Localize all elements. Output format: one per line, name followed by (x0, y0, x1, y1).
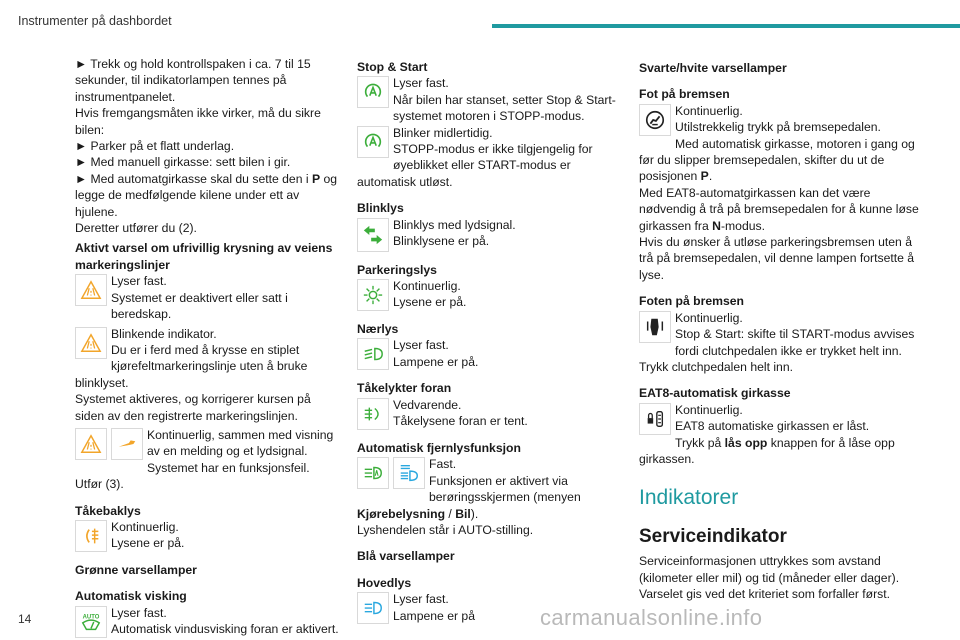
rear-fog-icon (75, 520, 107, 552)
park-entry: Kontinuerlig. Lysene er på. (357, 278, 619, 311)
lane-entry-3: Kontinuerlig, sammen med visning av en melding og et lydsignal. Systemet har en funksjonsfeil. Utfør (3). (75, 427, 334, 492)
lane-heading: Aktivt varsel om ufrivillig krysning av veiens markeringslinjer (75, 241, 333, 272)
high-beam-icon (357, 592, 389, 624)
stop-start-icon (357, 126, 389, 158)
auto-high-beam-icon (357, 457, 389, 489)
brake-heading: Fot på bremsen (639, 87, 730, 102)
lane-warning-icon (75, 327, 107, 359)
low-entry: Lyser fast. Lampene er på. (357, 337, 619, 370)
front-fog-icon (357, 398, 389, 430)
blink-entry: Blinklys med lydsignal. Blinklysene er på. (357, 217, 619, 252)
intro-line: ► Med manuell girkasse: sett bilen i gir. (75, 155, 291, 170)
lane-entry-1: Lyser fast. Systemet er deaktivert eller satt i beredskap. (75, 273, 340, 322)
clutch-entry: Kontinuerlig. Stop & Start: skifte til START-modus avvises fordi clutchpedalen ikke er trykket helt inn. Trykk clutchpedalen helt inn. (639, 310, 915, 374)
header-rule (492, 24, 960, 28)
park-heading: Parkeringslys (357, 262, 437, 277)
turn-signal-icon (357, 218, 389, 252)
ss-entry-2: Blinker midlertidig. STOPP-modus er ikke tilgjengelig for øyeblikket eller START-modus er automatisk utløst. (357, 125, 593, 189)
autohigh-heading: Automatisk fjernlysfunksjon (357, 440, 521, 455)
wrench-icon (111, 428, 143, 460)
eat8-heading: EAT8-automatisk girkasse (639, 386, 791, 401)
watermark: carmanualsonline.info (540, 605, 763, 630)
section-title: Indikatorer (639, 486, 739, 510)
ss-entry-1: Lyser fast. Når bilen har stanset, setter Stop & Start-systemet motoren i STOPP-modus. (357, 75, 619, 124)
foot-on-clutch-icon (639, 311, 671, 343)
lane-warning-icon (75, 428, 107, 460)
subsection-title: Serviceindikator (639, 526, 787, 548)
fogf-entry: Vedvarende. Tåkelysene foran er tent. (357, 397, 619, 430)
fog-rear-entry: Kontinuerlig. Lysene er på. (75, 519, 340, 552)
intro-line: Hvis fremgangsmåten ikke virker, må du sikre bilen: (75, 106, 321, 137)
autohigh-entry: Fast. Funksjonen er aktivert via berøringsskjermen (menyen Kjørebelysning / Bil). Lyshendelen står i AUTO-stilling. (357, 457, 581, 537)
column-left (75, 56, 340, 638)
bw-heading: Svarte/hvite varsellamper (639, 61, 787, 75)
wipe-entry: AUTO Lyser fast. Automatisk vindusvisking foran er aktivert. (75, 605, 340, 638)
column-middle (357, 56, 619, 624)
page-number: 14 (18, 612, 32, 626)
running-header: Instrumenter på dashbordet (18, 14, 172, 28)
service-text: Serviceinformasjonen uttrykkes som avstand (kilometer eller mil) og tid (måneder eller dager). Varselet gis ved det kriteriet som forfaller først. (639, 554, 900, 602)
intro-line: ► Med automatgirkasse skal du sette den i P og legge de medfølgende kilene under ett av hjulene. (75, 171, 338, 219)
clutch-heading: Foten på bremsen (639, 294, 744, 309)
ss-heading: Stop & Start (357, 60, 428, 74)
low-beam-icon (357, 338, 389, 370)
blink-heading: Blinklys (357, 201, 404, 216)
brake-entry: Kontinuerlig. Utilstrekkelig trykk på bremsepedalen. Med automatisk girkasse, motoren i gang og før du slipper bremsepedalen, skifter du ut de posisjonen P. Med EAT8-automatgirkassen kan det være nødvendig å trå på bremsepedalen for å kunne løse girkassen fra N-modus. Hvis du ønsker å utløse parkeringsbremsen uten å trå på bremsepedalen, vil denne lampen fortsette å lyse. (639, 103, 919, 282)
gearbox-lock-icon (639, 403, 671, 435)
svg-text:AUTO: AUTO (82, 614, 100, 621)
auto-beam-blue-icon (393, 457, 425, 489)
fogf-heading: Tåkelykter foran (357, 381, 452, 396)
eat8-entry: Kontinuerlig. EAT8 automatiske girkassen er låst. Trykk på lås opp knappen for å låse opp girkassen. (639, 402, 895, 466)
column-right (639, 56, 924, 603)
fog-rear-heading: Tåkebaklys (75, 503, 141, 518)
high-entry: Lyser fast. Lampene er på (357, 591, 619, 624)
lane-warning-icon (75, 274, 107, 306)
auto-wiper-icon (75, 606, 107, 638)
foot-on-brake-icon (639, 104, 671, 136)
lane-entry-2: Blinkende indikator. Du er i ferd med å krysse en stiplet kjørefeltmarkeringslinje uten å bruke blinklyset. Systemet aktiveres, og korrigerer kursen på siden av den registrerte markeringslinjen. (75, 326, 311, 423)
high-heading: Hovedlys (357, 575, 412, 590)
intro-line: ► Parker på et flatt underlag. (75, 139, 235, 154)
green-heading: Grønne varsellamper (75, 562, 197, 577)
intro-line: ► Trekk og hold kontrollspaken i ca. 7 til 15 sekunder, til indikatorlampen tennes på instrumentpanelet. (75, 57, 311, 104)
low-heading: Nærlys (357, 322, 399, 337)
intro-line: Deretter utfører du (2). (75, 221, 197, 236)
wipe-heading: Automatisk visking (75, 589, 187, 604)
stop-start-icon (357, 76, 389, 108)
blue-heading: Blå varsellamper (357, 549, 455, 564)
parking-light-icon (357, 279, 389, 311)
